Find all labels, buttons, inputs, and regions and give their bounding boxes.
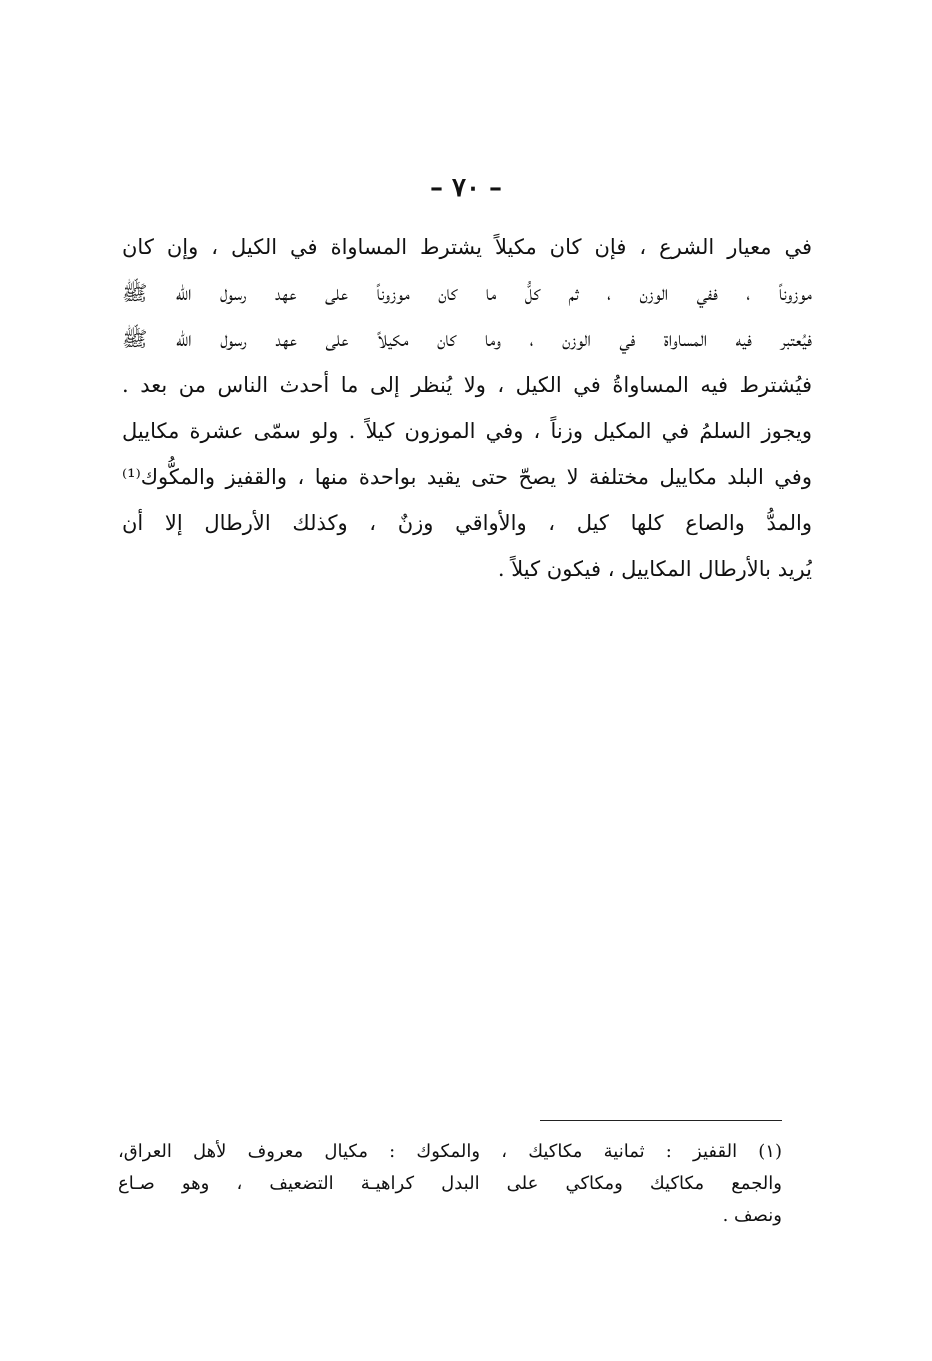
text-line: وفي البلد مكاييل مختلفة لا يصحّ حتى يقيد بواحدة منها ، والقفيز والمكُّوك⁽¹⁾ [122,465,812,489]
text-line: يُريد بالأرطال المكاييل ، فيكون كيلاً . [497,557,812,581]
footnote-line: ونصف . [722,1205,782,1226]
footnote-line: والجمع مكاكيك ومكاكي على البدل كراهيـة التضعيف ، وهو صـاع [118,1173,782,1194]
text-line: فيُعتبر فيه المساواة في الوزن ، وما كان مكيلاً على عهد رسول الله ﷺ [122,327,812,351]
text-line: والمدُّ والصاع كلها كيل ، والأواقي وزنٌ ، وكذلك الأرطال إلا أن [122,511,812,535]
text-line: في معيار الشرع ، فإن كان مكيلاً يشترط المساواة في الكيل ، وإن كان [122,235,812,259]
page-number: – ٧٠ – [429,173,503,203]
footnote-divider [540,1120,782,1121]
footnote [118,1136,782,1232]
text-line: ويجوز السلمُ في المكيل وزناً ، وفي الموزون كيلاً . ولو سمّى عشرة مكاييل [122,419,812,443]
text-line: موزوناً ، ففي الوزن ، ثم كلُّ ما كان موزوناً على عهد رسول الله ﷺ [122,281,812,305]
footnote-line: (١) القفيز : ثمانية مكاكيك ، والمكوك : مكيال معروف لأهل العراق، [118,1141,782,1162]
main-text [122,224,812,592]
text-line: فيُشترط فيه المساواةُ في الكيل ، ولا يُنظر إلى ما أحدث الناس من بعد . [122,373,812,397]
